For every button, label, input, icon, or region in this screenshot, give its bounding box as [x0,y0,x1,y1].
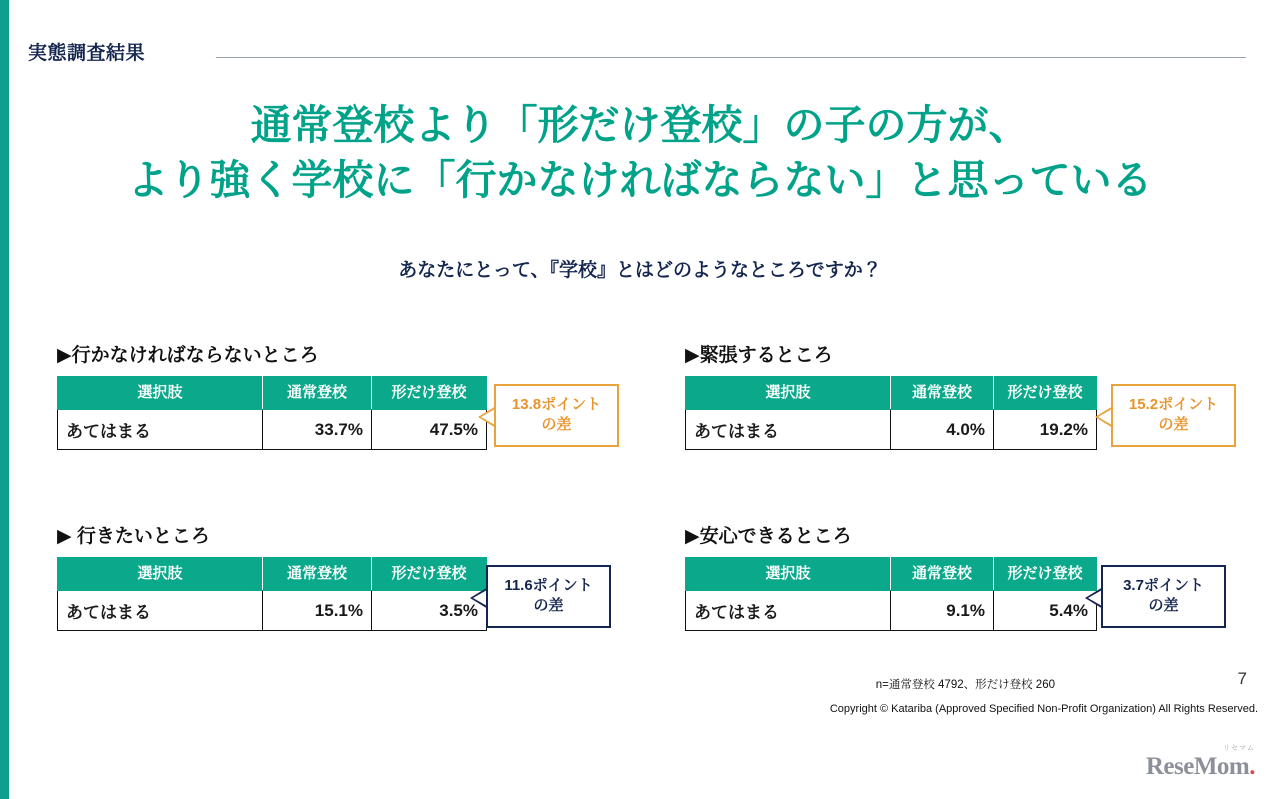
table-row [686,410,1097,450]
sample-size-note: n=通常登校 4792、形だけ登校 260 [875,679,1055,691]
callout-line-1: 15.2ポイント [1128,396,1219,413]
column-header-formal: 形だけ登校 [994,558,1097,591]
callout-line-2: の差 [1158,416,1189,434]
column-header-normal: 通常登校 [891,377,994,410]
value-formal: 19.2% [994,410,1097,450]
callout-difference-2 [1111,384,1236,447]
resemom-logo [1146,753,1255,781]
value-normal: 9.1% [891,591,994,631]
headline-line-1: 通常登校より「形だけ登校」の子の方が、 [250,102,1030,148]
section-kicker: 実態調査結果 [28,43,146,64]
headline-line-2: より強く学校に「行かなければならない」と思っている [127,157,1153,204]
column-header-option: 選択肢 [686,377,891,410]
callout-line-2: の差 [541,416,572,434]
column-header-option: 選択肢 [58,377,263,410]
data-table [57,376,487,450]
row-label: あてはまる [686,591,891,631]
column-header-option: 選択肢 [58,558,263,591]
callout-line-1: 11.6ポイント [504,577,593,594]
value-normal: 33.7% [263,410,372,450]
column-header-formal: 形だけ登校 [994,377,1097,410]
row-label: あてはまる [58,410,263,450]
value-formal: 47.5% [372,410,487,450]
callout-tail-inner [1098,409,1112,425]
column-header-formal: 形だけ登校 [372,558,487,591]
callout-difference-3 [486,565,611,628]
value-normal: 15.1% [263,591,372,631]
logo-text: ReseMom [1145,753,1250,780]
row-label: あてはまる [686,410,891,450]
callout-line-2: の差 [533,597,564,615]
callout-line-1: 13.8ポイント [511,396,602,413]
callout-tail-inner [481,409,495,425]
column-header-normal: 通常登校 [263,377,372,410]
panel-safe-place [685,521,1097,631]
table-row [686,591,1097,631]
question-text: あなたにとって、『学校』とはどのようなところですか？ [398,260,882,281]
callout-line-2: の差 [1148,597,1179,615]
table-header-row [686,377,1097,410]
table-header-row [58,558,487,591]
logo-subtext: リセマム [1223,745,1255,752]
table-header-row [58,377,487,410]
data-table [57,557,487,631]
panel-title: ▶緊張するところ [685,345,833,366]
panel-tense-place [685,340,1097,450]
page-title [0,98,1280,209]
callout-line-1: 3.7ポイント [1123,577,1204,594]
panel-must-attend [57,340,487,450]
panel-title: ▶行かなければならないところ [57,345,319,366]
row-label: あてはまる [58,591,263,631]
callout-tail-inner [473,590,487,606]
column-header-normal: 通常登校 [891,558,994,591]
value-formal: 3.5% [372,591,487,631]
page-number: 7 [1237,669,1247,688]
callout-difference-1 [494,384,619,447]
column-header-formal: 形だけ登校 [372,377,487,410]
column-header-normal: 通常登校 [263,558,372,591]
value-normal: 4.0% [891,410,994,450]
callout-difference-4 [1101,565,1226,628]
data-table [685,376,1097,450]
value-formal: 5.4% [994,591,1097,631]
copyright-text: Copyright © Katariba (Approved Specified Non-Profit Organization) All Rights Reserved. [829,703,1258,715]
column-header-option: 選択肢 [686,558,891,591]
panel-title: ▶ 行きたいところ [57,526,210,547]
logo-dot: . [1249,753,1255,780]
table-header-row [686,558,1097,591]
data-table [685,557,1097,631]
table-row [58,591,487,631]
table-row [58,410,487,450]
callout-tail-inner [1088,590,1102,606]
header-divider [216,57,1246,58]
panel-want-to-go [57,521,487,631]
panel-title: ▶安心できるところ [685,526,852,547]
